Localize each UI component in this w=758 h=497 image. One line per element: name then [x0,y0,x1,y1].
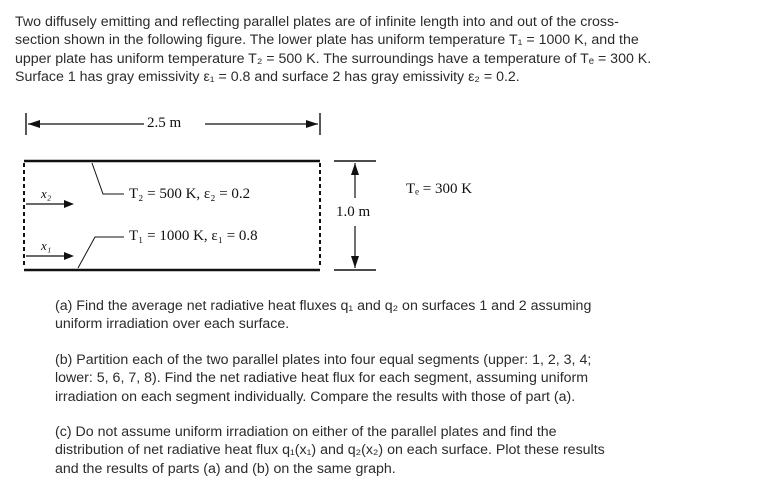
height-arrow-down [351,256,359,268]
part-a [55,297,745,334]
lower-label-leader [78,237,124,268]
x1-arrow-head [64,252,74,260]
part-c [55,423,745,478]
part-b-line: irradiation on each segment individually. Compare the results with those of part (a). [55,388,576,405]
width-label: 2.5 m [147,115,182,131]
part-b [55,351,745,406]
part-c-line: and the results of parts (a) and (b) on the same graph. [55,460,396,477]
lower-plate-label: T₁ = 1000 K, ε₁ = 0.8 [129,228,258,244]
x2-label: x₂ [41,186,52,201]
upper-plate-label: T₂ = 500 K, ε₂ = 0.2 [129,186,251,202]
statement-line: Surface 1 has gray emissivity ε₁ = 0.8 and surface 2 has gray emissivity ε₂ = 0.2. [15,68,520,85]
x2-arrow-head [64,200,74,208]
statement-line: section shown in the following figure. The lower plate has uniform temperature T₁ = 1000 K, and the [15,32,639,49]
part-b-line: lower: 5, 6, 7, 8). Find the net radiative heat flux for each segment, assuming uniform [55,370,589,387]
height-label: 1.0 m [336,204,371,220]
height-arrow-up [351,163,359,175]
part-a-line: (a) Find the average net radiative heat fluxes q₁ and q₂ on surfaces 1 and 2 assuming [55,298,592,314]
part-a-line: uniform irradiation over each surface. [55,316,290,333]
width-arrow-right [306,120,318,128]
part-c-line: (c) Do not assume uniform irradiation on either of the parallel plates and find the [55,424,557,440]
part-c-line: distribution of net radiative heat flux q₁(x₁) and q₂(x₂) on each surface. Plot these results [55,442,605,459]
upper-label-leader [92,163,124,194]
statement-line: Two diffusely emitting and reflecting parallel plates are of infinite length into and out of the cross- [15,14,619,30]
surroundings-label: Tₑ = 300 K [406,181,473,197]
statement-line: upper plate has uniform temperature T₂ = 500 K. The surroundings have a temperature of Tₑ = 300 K. [15,50,652,67]
part-b-line: (b) Partition each of the two parallel plates into four equal segments (upper: 1, 2, 3, 4; [55,352,592,368]
x1-label: x₁ [41,238,52,253]
width-arrow-left [28,120,40,128]
